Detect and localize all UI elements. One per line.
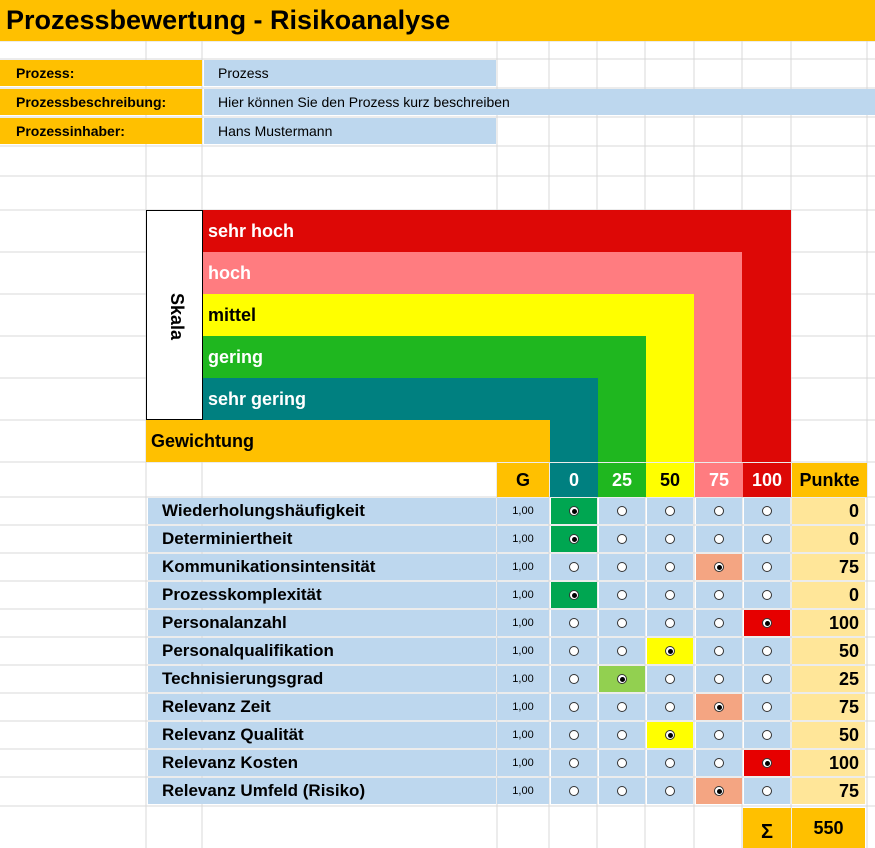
skala-label: Skala [167,293,187,341]
score-cell[interactable] [599,778,645,804]
radio-button[interactable] [569,730,579,740]
radio-button[interactable] [762,562,772,572]
score-cell[interactable] [647,750,693,776]
radio-button[interactable] [617,646,627,656]
weight-value: 1,00 [497,582,549,608]
radio-button[interactable] [762,730,772,740]
score-header-75: 75 [695,463,743,497]
score-header-50: 50 [646,463,694,497]
radio-button[interactable] [665,562,675,572]
radio-button[interactable] [617,534,627,544]
score-header-100: 100 [743,463,791,497]
score-cell[interactable] [744,722,790,748]
score-cell[interactable] [744,666,790,692]
score-cell[interactable] [551,750,597,776]
score-cell[interactable] [599,526,645,552]
sum-value: 550 [792,808,865,848]
score-cell[interactable] [599,694,645,720]
scale-band-label: mittel [208,305,257,325]
radio-button[interactable] [569,562,579,572]
points-value: 100 [792,610,865,636]
sum-symbol: Σ [743,808,791,848]
radio-button[interactable] [617,590,627,600]
criterion-label: Personalqualifikation [148,638,496,664]
score-cell[interactable] [647,666,693,692]
score-cell[interactable] [647,554,693,580]
score-cell[interactable] [696,526,742,552]
score-cell[interactable] [696,778,742,804]
weight-value: 1,00 [497,694,549,720]
radio-button[interactable] [569,786,579,796]
points-value: 75 [792,554,865,580]
prozess-value[interactable]: Prozess [204,60,496,86]
criterion-label: Determiniertheit [148,526,496,552]
radio-button[interactable] [569,590,579,600]
radio-button[interactable] [665,646,675,656]
score-cell[interactable] [647,638,693,664]
score-cell[interactable] [696,582,742,608]
radio-button[interactable] [714,758,724,768]
radio-button[interactable] [617,562,627,572]
radio-button[interactable] [762,618,772,628]
prozess-label: Prozess: [0,60,202,86]
radio-button[interactable] [617,758,627,768]
score-cell[interactable] [744,750,790,776]
score-cell[interactable] [744,638,790,664]
radio-button[interactable] [714,730,724,740]
radio-button[interactable] [665,702,675,712]
weight-value: 1,00 [497,526,549,552]
weight-value: 1,00 [497,778,549,804]
points-value: 100 [792,750,865,776]
score-header-0: 0 [550,463,598,497]
criterion-label: Relevanz Kosten [148,750,496,776]
radio-button[interactable] [569,646,579,656]
score-cell[interactable] [744,526,790,552]
radio-button[interactable] [665,674,675,684]
radio-button[interactable] [762,506,772,516]
scale-band-label: gering [208,347,264,367]
weight-value: 1,00 [497,638,549,664]
weight-value: 1,00 [497,610,549,636]
radio-button[interactable] [665,534,675,544]
score-cell[interactable] [744,582,790,608]
criterion-label: Kommunikationsintensität [148,554,496,580]
score-cell[interactable] [696,694,742,720]
radio-button[interactable] [762,590,772,600]
criterion-label: Relevanz Zeit [148,694,496,720]
radio-button[interactable] [714,618,724,628]
skala-box [146,210,203,420]
radio-button[interactable] [665,730,675,740]
points-value: 0 [792,498,865,524]
criterion-label: Wiederholungshäufigkeit [148,498,496,524]
score-cell[interactable] [599,610,645,636]
points-value: 50 [792,638,865,664]
points-value: 25 [792,666,865,692]
radio-button[interactable] [665,618,675,628]
score-cell[interactable] [551,722,597,748]
score-cell[interactable] [696,722,742,748]
score-cell[interactable] [647,722,693,748]
radio-button[interactable] [762,534,772,544]
score-cell[interactable] [647,582,693,608]
score-cell[interactable] [599,554,645,580]
page-title: Prozessbewertung - Risikoanalyse [0,0,875,41]
points-value: 50 [792,722,865,748]
points-value: 0 [792,526,865,552]
score-cell[interactable] [551,498,597,524]
weight-header: G [497,463,549,497]
criterion-label: Relevanz Umfeld (Risiko) [148,778,496,804]
score-cell[interactable] [696,666,742,692]
radio-button[interactable] [617,674,627,684]
score-cell[interactable] [551,778,597,804]
radio-button[interactable] [714,646,724,656]
score-cell[interactable] [599,666,645,692]
radio-button[interactable] [617,618,627,628]
inhaber-label: Prozessinhaber: [0,118,202,144]
radio-button[interactable] [617,506,627,516]
weight-value: 1,00 [497,554,549,580]
radio-button[interactable] [762,674,772,684]
radio-button[interactable] [665,786,675,796]
criterion-label: Prozesskomplexität [148,582,496,608]
points-value: 75 [792,778,865,804]
radio-button[interactable] [665,506,675,516]
radio-button[interactable] [665,758,675,768]
criterion-label: Technisierungsgrad [148,666,496,692]
scale-band-label: hoch [208,263,251,283]
criterion-label: Relevanz Qualität [148,722,496,748]
radio-button[interactable] [762,758,772,768]
scale-band-label: sehr hoch [208,221,295,241]
radio-button[interactable] [665,590,675,600]
score-cell[interactable] [744,610,790,636]
radio-button[interactable] [714,506,724,516]
score-cell[interactable] [744,778,790,804]
score-cell[interactable] [696,610,742,636]
radio-button[interactable] [569,506,579,516]
radio-button[interactable] [617,786,627,796]
radio-button[interactable] [617,730,627,740]
radio-button[interactable] [714,562,724,572]
radio-button[interactable] [569,758,579,768]
score-cell[interactable] [696,554,742,580]
score-cell[interactable] [599,582,645,608]
score-cell[interactable] [551,554,597,580]
score-cell[interactable] [551,694,597,720]
scale-band-label: sehr gering [208,389,307,409]
radio-button[interactable] [569,702,579,712]
points-header: Punkte [792,463,867,497]
radio-button[interactable] [762,646,772,656]
score-cell[interactable] [647,694,693,720]
criterion-label: Personalanzahl [148,610,496,636]
points-value: 0 [792,582,865,608]
score-cell[interactable] [647,526,693,552]
weight-value: 1,00 [497,722,549,748]
radio-button[interactable] [569,534,579,544]
radio-button[interactable] [762,786,772,796]
beschreibung-label: Prozessbeschreibung: [0,89,202,115]
radio-button[interactable] [714,590,724,600]
score-cell[interactable] [744,554,790,580]
score-cell[interactable] [696,750,742,776]
radio-button[interactable] [569,674,579,684]
score-cell[interactable] [551,610,597,636]
points-value: 75 [792,694,865,720]
score-cell[interactable] [647,778,693,804]
score-cell[interactable] [551,582,597,608]
score-cell[interactable] [551,666,597,692]
score-cell[interactable] [647,498,693,524]
weight-value: 1,00 [497,666,549,692]
radio-button[interactable] [617,702,627,712]
radio-button[interactable] [714,674,724,684]
score-header-25: 25 [598,463,646,497]
beschreibung-value[interactable]: Hier können Sie den Prozess kurz beschreiben [204,89,875,115]
inhaber-value[interactable]: Hans Mustermann [204,118,496,144]
score-cell[interactable] [744,498,790,524]
score-cell[interactable] [599,638,645,664]
score-cell[interactable] [551,526,597,552]
score-cell[interactable] [696,498,742,524]
radio-button[interactable] [569,618,579,628]
weight-value: 1,00 [497,750,549,776]
score-cell[interactable] [744,694,790,720]
radio-button[interactable] [714,786,724,796]
radio-button[interactable] [714,702,724,712]
weight-value: 1,00 [497,498,549,524]
score-cell[interactable] [647,610,693,636]
score-cell[interactable] [599,498,645,524]
gewichtung-label: Gewichtung [146,420,550,462]
score-cell[interactable] [551,638,597,664]
radio-button[interactable] [762,702,772,712]
score-cell[interactable] [599,722,645,748]
radio-button[interactable] [714,534,724,544]
score-cell[interactable] [696,638,742,664]
score-cell[interactable] [599,750,645,776]
